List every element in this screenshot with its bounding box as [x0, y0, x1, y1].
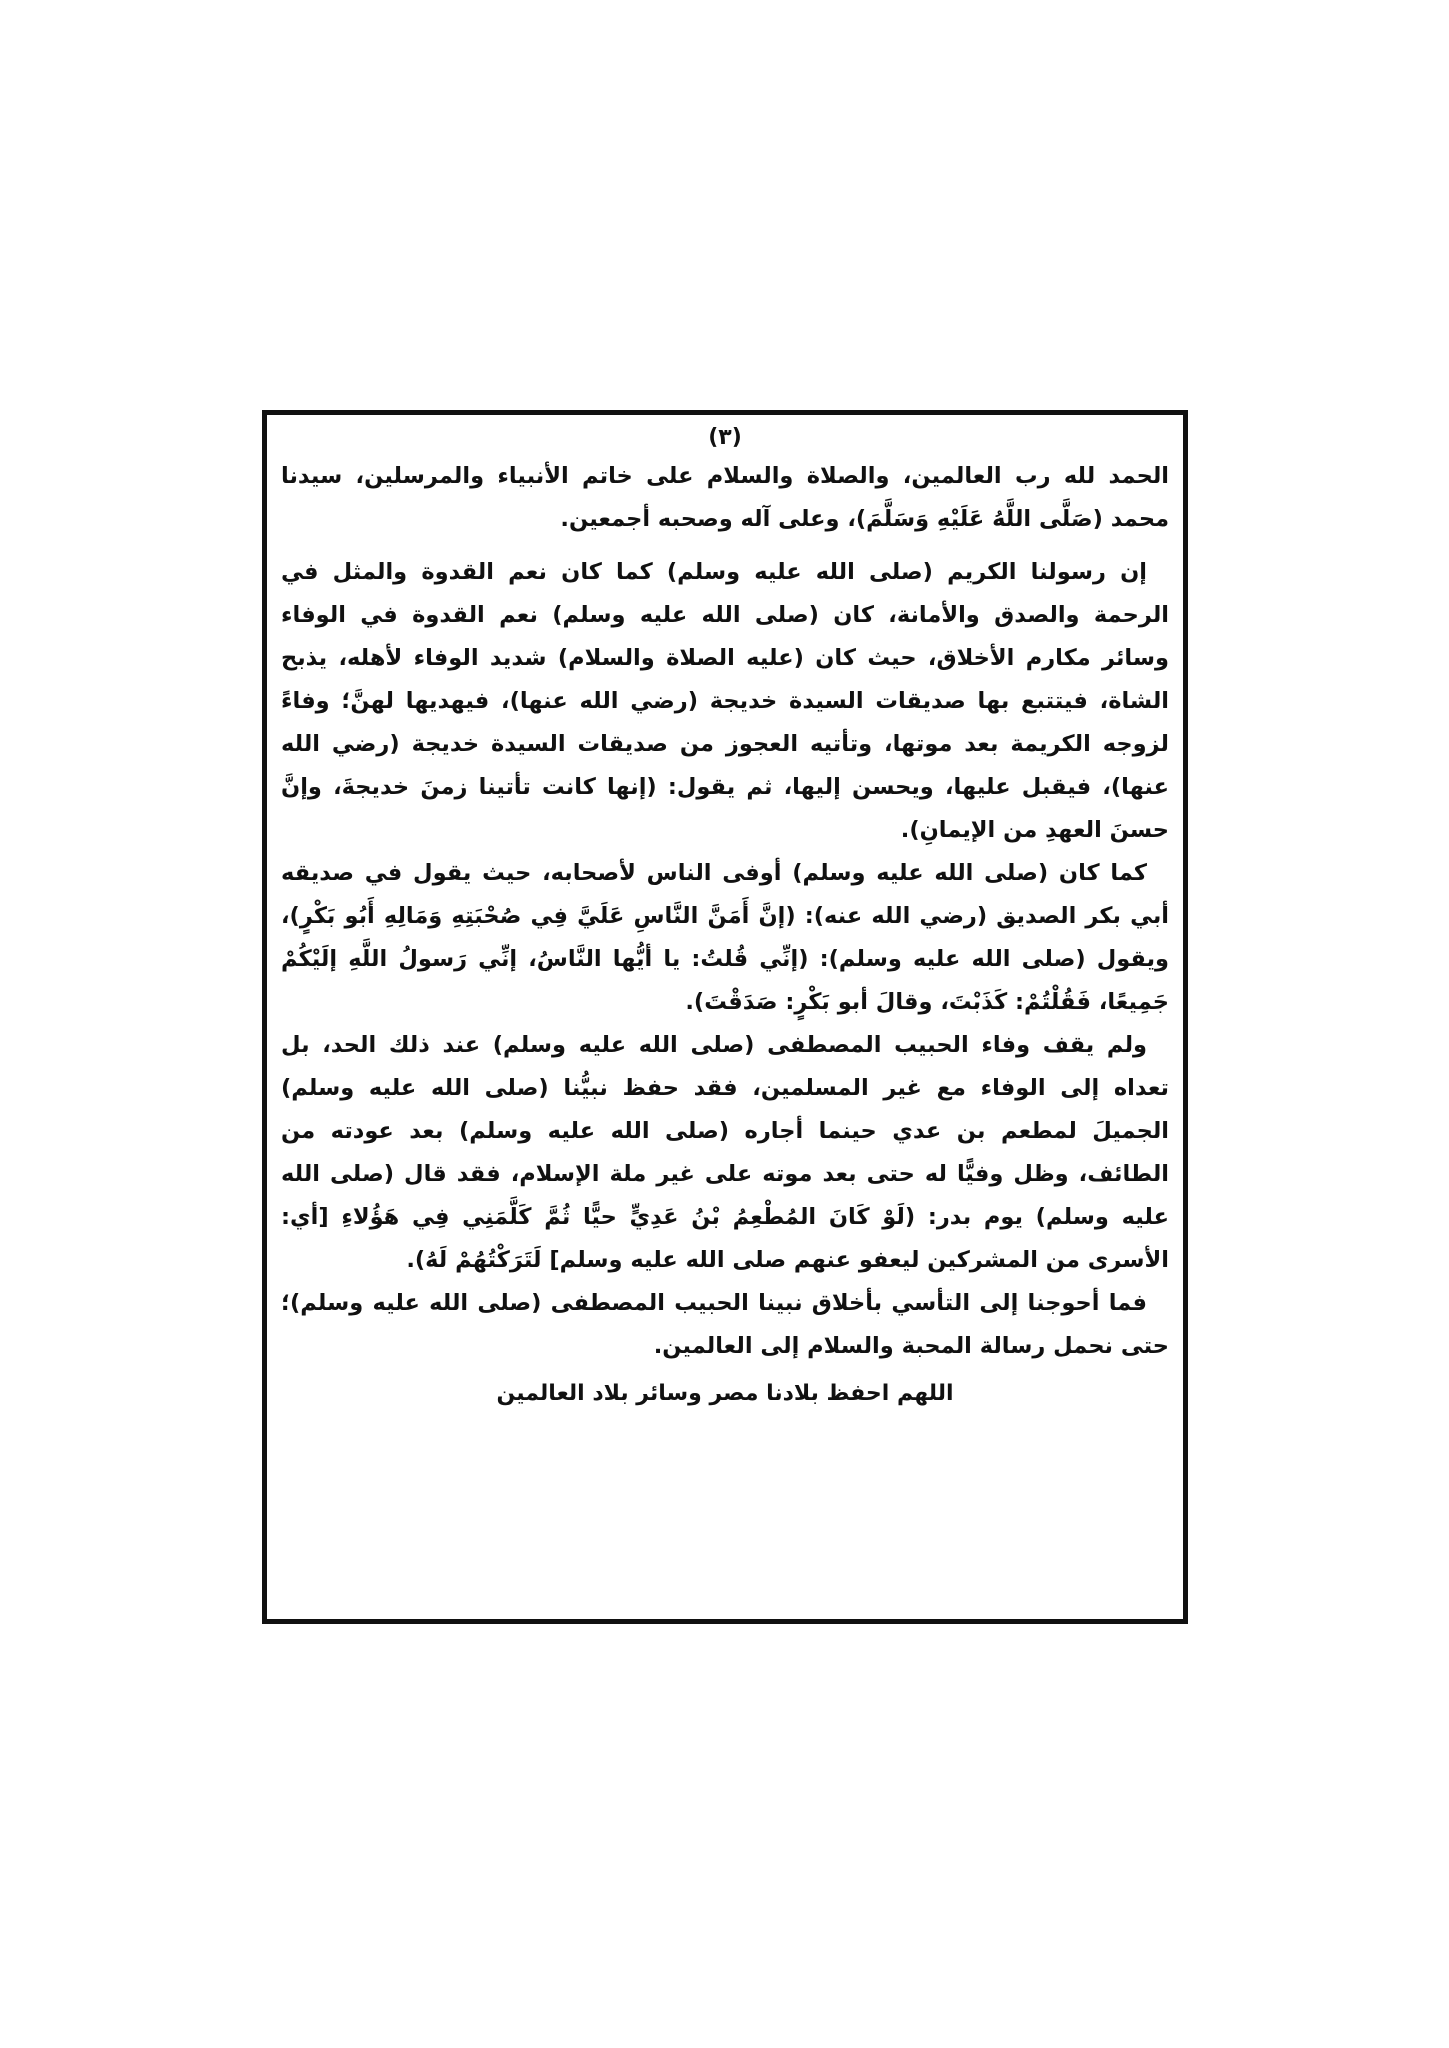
paragraph-opening: الحمد لله رب العالمين، والصلاة والسلام على خاتم الأنبياء والمرسلين، سيدنا محمد (صَلَّى اللَّهُ عَلَيْهِ وَسَلَّمَ)، وعلى آله وصحبه أجمعين. — [281, 463, 1169, 532]
closing-prayer: اللهم احفظ بلادنا مصر وسائر بلاد العالمين — [496, 1381, 954, 1406]
page-frame — [262, 410, 1188, 1624]
paragraph-conclusion: فما أحوجنا إلى التأسي بأخلاق نبينا الحبيب المصطفى (صلى الله عليه وسلم)؛ حتى نحمل رسالة المحبة والسلام إلى العالمين. — [281, 1290, 1169, 1359]
paragraph-loyalty-companions: كما كان (صلى الله عليه وسلم) أوفى الناس لأصحابه، حيث يقول في صديقه أبي بكر الصديق (رضي الله عنه): (إنَّ أَمَنَّ النَّاسِ عَلَيَّ فِي صُحْبَتِهِ وَمَالِهِ أَبُو بَكْرٍ)، ويقول (صلى الله عليه وسلم): (إنِّي قُلتُ: يا أيُّها النَّاسُ، إنِّي رَسولُ اللَّهِ إلَيْكُمْ جَمِيعًا، فَقُلْتُمْ: كَذَبْتَ، وقالَ أبو بَكْرٍ: صَدَقْتَ). — [281, 860, 1169, 1015]
paragraph-loyalty-family: إن رسولنا الكريم (صلى الله عليه وسلم) كما كان نعم القدوة والمثل في الرحمة والصدق والأمانة، كان (صلى الله عليه وسلم) نعم القدوة في الوفاء وسائر مكارم الأخلاق، حيث كان (عليه الصلاة والسلام) شديد الوفاء لأهله، يذبح الشاة، فيتتبع بها صديقات السيدة خديجة (رضي الله عنها)، فيهديها لهنَّ؛ وفاءً لزوجه الكريمة بعد موتها، وتأتيه العجوز من صديقات السيدة خديجة (رضي الله عنها)، فيقبل عليها، ويحسن إليها، ثم يقول: (إنها كانت تأتينا زمنَ خديجةَ، وإنَّ حسنَ العهدِ من الإيمانِ). — [281, 559, 1169, 843]
page-number: (٣) — [708, 425, 742, 450]
paragraph-loyalty-non-muslims: ولم يقف وفاء الحبيب المصطفى (صلى الله عليه وسلم) عند ذلك الحد، بل تعداه إلى الوفاء مع غير المسلمين، فقد حفظ نبيُّنا (صلى الله عليه وسلم) الجميلَ لمطعم بن عدي حينما أجاره (صلى الله عليه وسلم) بعد عودته من الطائف، وظل وفيًّا له حتى بعد موته على غير ملة الإسلام، فقد قال (صلى الله عليه وسلم) يوم بدر: (لَوْ كَانَ المُطْعِمُ بْنُ عَدِيٍّ حيًّا ثُمَّ كَلَّمَنِي فِي هَؤُلاءِ [أي: الأسرى من المشركين ليعفو عنهم صلى الله عليه وسلم] لَتَرَكْتُهُمْ لَهُ). — [281, 1032, 1169, 1273]
